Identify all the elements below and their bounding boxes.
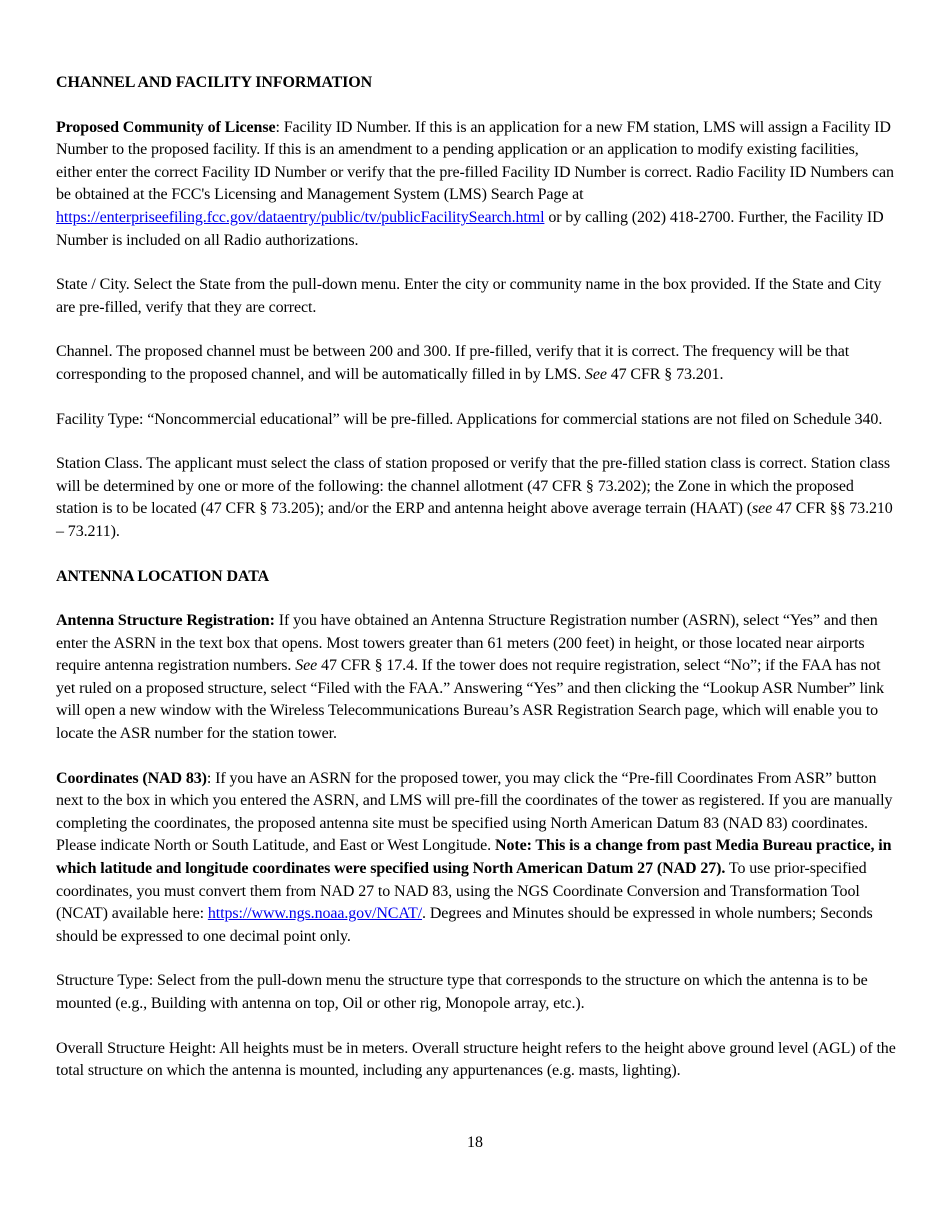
page-number: 18 — [467, 1134, 483, 1151]
fcc-facility-search-link[interactable]: https://enterpriseefiling.fcc.gov/dataentry/public/tv/publicFacilitySearch.html — [56, 208, 545, 226]
paragraph-overall-structure-height: Overall Structure Height: All heights must be in meters. Overall structure height refers to the height above ground level (AGL) of the total structure on which the antenna is mounted, including any appurtenances (e.g. masts, lighting). — [56, 1039, 896, 1080]
document-page — [56, 72, 896, 1105]
paragraph-state-city: State / City. Select the State from the pull-down menu. Enter the city or community name in the box provided. If the State and City are pre-filled, verify that they are correct. — [56, 276, 882, 316]
term-proposed-community: Proposed Community of License — [56, 118, 276, 136]
paragraph-facility-type: Facility Type: “Noncommercial educational” will be pre-filled. Applications for commercial stations are not filed on Schedule 340. — [56, 410, 883, 428]
coordinates-note: Note: This is a change from past Media Bureau practice, in which latitude and longitude coordinates were specified using North American Datum 27 (NAD 27). — [56, 837, 892, 878]
paragraph-station-class: Station Class. The applicant must select the class of station proposed or verify that the pre-filled station class is correct. Station class will be determined by one or more of the following: the channel allotment (47 CFR § 73.202); the Zone in which the proposed station is to be located (47 CFR § 73.205); and/or the ERP and antenna height above average terrain (HAAT) (see 47 CFR §§ 73.210 – 73.211). — [56, 455, 893, 540]
paragraph-antenna-structure-registration: Antenna Structure Registration: If you have obtained an Antenna Structure Registration number (ASRN), select “Yes” and then enter the ASRN in the text box that opens. Most towers greater than 61 meters (200 feet) in height, or those located near airports require antenna registration numbers. See 47 CFR § 17.4. If the tower does not require registration, select “No”; if the FAA has not yet ruled on a proposed structure, select “Filed with the FAA.” Answering “Yes” and then clicking the “Lookup ASR Number” link will open a new window with the Wireless Telecommunications Bureau’s ASR Registration Search page, which will enable you to locate the ASR number for the station tower. — [56, 612, 884, 743]
paragraph-community-of-license: Proposed Community of License: Facility ID Number. If this is an application for a new FM station, LMS will assign a Facility ID Number to the proposed facility. If this is an amendment to a pending application or an application to modify existing facilities, either enter the correct Facility ID Number or verify that the pre-filled Facility ID Number is correct. Radio Facility ID Numbers can be obtained at the FCC's Licensing and Management System (LMS) Search Page at https://enterpriseefiling.fcc.gov/dataentry/public/tv/publicFacilitySearch.html or by calling (202) 418-2700. Further, the Facility ID Number is included on all Radio authorizations. — [56, 118, 894, 249]
paragraph-coordinates: Coordinates (NAD 83): If you have an ASRN for the proposed tower, you may click the “Pre-fill Coordinates From ASR” button next to the box in which you entered the ASRN, and LMS will pre-fill the coordinates of the tower as registered. If you are manually completing the coordinates, the proposed antenna site must be specified using North American Datum 83 (NAD 83) coordinates. Please indicate North or South Latitude, and East or West Longitude. Note: This is a change from past Media Bureau practice, in which latitude and longitude coordinates were specified using North American Datum 27 (NAD 27). To use prior-specified coordinates, you must convert them from NAD 27 to NAD 83, using the NGS Coordinate Conversion and Transformation Tool (NCAT) available here: https://www.ngs.noaa.gov/NCAT/. Degrees and Minutes should be expressed in whole numbers; Seconds should be expressed to one decimal point only. — [56, 769, 893, 945]
term-coordinates: Coordinates (NAD 83) — [56, 769, 207, 787]
term-asr: Antenna Structure Registration: — [56, 612, 275, 630]
paragraph-structure-type: Structure Type: Select from the pull-down menu the structure type that corresponds to the structure on which the antenna is to be mounted (e.g., Building with antenna on top, Oil or other rig, Monopole array, etc.). — [56, 972, 868, 1012]
ncat-link[interactable]: https://www.ngs.noaa.gov/NCAT/ — [207, 905, 423, 923]
paragraph-channel: Channel. The proposed channel must be between 200 and 300. If pre-filled, verify that it is correct. The frequency will be that corresponding to the proposed channel, and will be automatically filled in by LMS. See 47 CFR § 73.201. — [56, 343, 850, 383]
section-heading-antenna-location: ANTENNA LOCATION DATA — [56, 567, 270, 585]
section-heading-channel-facility: CHANNEL AND FACILITY INFORMATION — [56, 74, 373, 91]
